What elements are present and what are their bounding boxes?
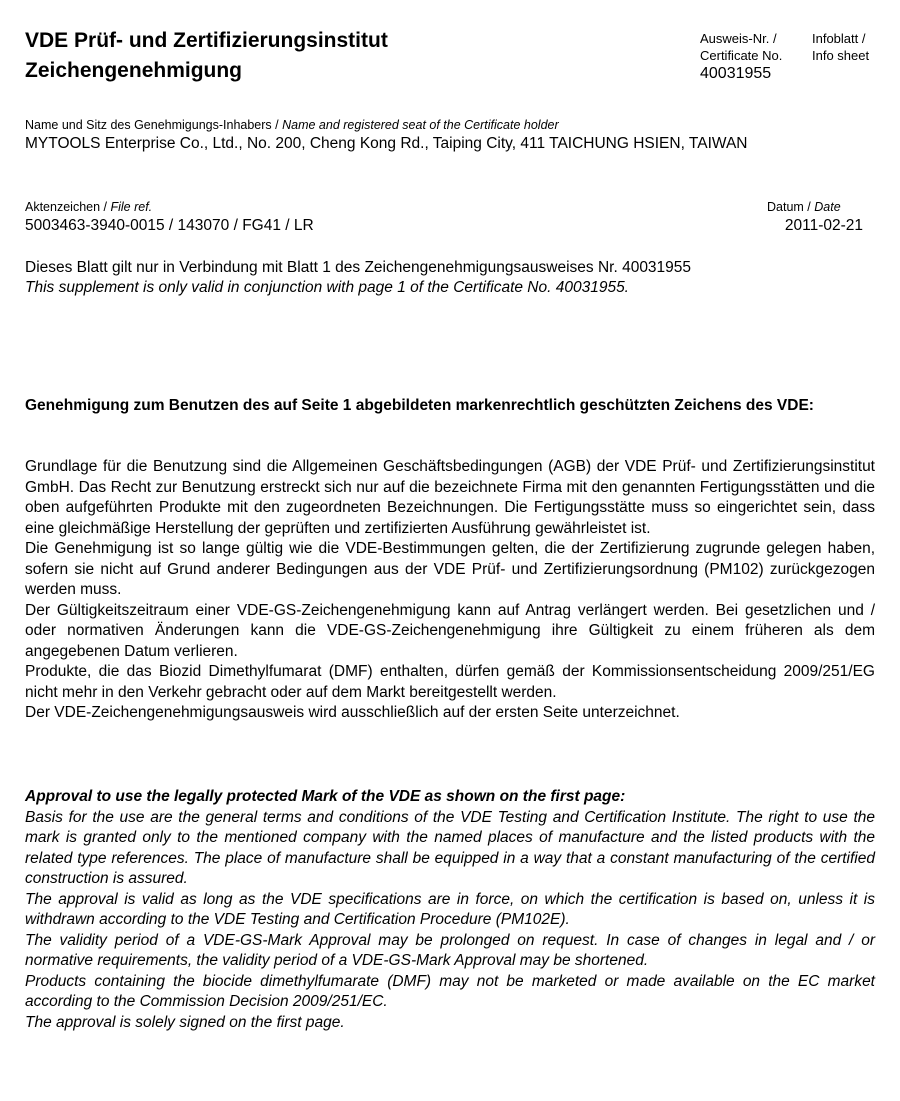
- body-en-paragraph: The validity period of a VDE-GS-Mark Approval may be prolonged on request. In case of changes in legal and / or normative requirements, the validity period of a VDE-GS-Mark Approval may be shortened.: [25, 931, 875, 969]
- supplement-de: Dieses Blatt gilt nur in Verbindung mit Blatt 1 des Zeichengenehmigungsausweises Nr. 40031955: [25, 259, 692, 276]
- body-german: [25, 457, 875, 724]
- body-en-heading: Approval to use the legally protected Mark of the VDE as shown on the first page:: [25, 788, 626, 805]
- supplement-note: [25, 258, 875, 298]
- body-english: [25, 787, 875, 1033]
- body-de-paragraph: Die Genehmigung ist so lange gültig wie die VDE-Bestimmungen gelten, die der Zertifizierung zugrunde gelegen haben, sofern sie nicht auf Grund anderer Bedingungen aus der VDE Prüf- und Zertifizierungsordnung (PM102) zurückgezogen werden muss.: [25, 540, 875, 598]
- certificate-label-en: Certificate No.: [700, 48, 783, 63]
- date-label: [767, 199, 841, 215]
- body-de-paragraph: Der VDE-Zeichengenehmigungsausweis wird ausschließlich auf der ersten Seite unterzeichnet.: [25, 704, 680, 721]
- file-ref-label: [25, 199, 152, 215]
- infoblatt-label: [812, 30, 869, 64]
- file-ref-label-de: Aktenzeichen /: [25, 200, 107, 214]
- body-en-paragraph: Products containing the biocide dimethylfumarate (DMF) may not be marketed or made available on the EC market according to the Commission Decision 2009/251/EC.: [25, 972, 875, 1010]
- certificate-number: 40031955: [700, 65, 772, 82]
- holder-label-en: Name and registered seat of the Certificate holder: [282, 118, 559, 132]
- document-title: [25, 26, 585, 86]
- title-line-2: Zeichengenehmigung: [25, 59, 243, 82]
- file-ref-value: 5003463-3940-0015 / 143070 / FG41 / LR: [25, 217, 314, 234]
- holder-value: MYTOOLS Enterprise Co., Ltd., No. 200, Cheng Kong Rd., Taiping City, 411 TAICHUNG HSIEN, TAIWAN: [25, 135, 748, 152]
- body-de-paragraph: Produkte, die das Biozid Dimethylfumarat (DMF) enthalten, dürfen gemäß der Kommissionsentscheidung 2009/251/EG nicht mehr in den Verkehr gebracht oder auf dem Markt bereitgestellt werden.: [25, 663, 875, 701]
- body-de-paragraph: Grundlage für die Benutzung sind die Allgemeinen Geschäftsbedingungen (AGB) der VDE Prüf- und Zertifizierungsinstitut GmbH. Das Recht zur Benutzung erstreckt sich nur auf die bezeichnete Firma mit den genannten Fertigungsstätten und die oben aufgeführten Produkte mit den zugeordneten Bezeichnungen. Die Fertigungsstätte muss so eingerichtet sein, dass eine gleichmäßige Herstellung der geprüften und zertifizierten Ausführung gewährleistet ist.: [25, 458, 875, 537]
- date-label-en: Date: [814, 200, 841, 214]
- infoblatt-label-en: Info sheet: [812, 48, 870, 63]
- certificate-label-de: Ausweis-Nr. /: [700, 31, 777, 46]
- body-de-paragraph: Der Gültigkeitszeitraum einer VDE-GS-Zeichengenehmigung kann auf Antrag verlängert werden. Bei gesetzlichen und / oder normativen Änderungen kann die VDE-GS-Zeichengenehmigung ihre Gültigkeit zu einem früheren als dem angegebenen Datum verlieren.: [25, 601, 875, 660]
- supplement-en: This supplement is only valid in conjunction with page 1 of the Certificate No. 40031955.: [25, 279, 629, 296]
- title-line-1: VDE Prüf- und Zertifizierungsinstitut: [25, 29, 388, 52]
- certificate-label: [700, 30, 782, 64]
- body-en-paragraph: Basis for the use are the general terms and conditions of the VDE Testing and Certification Institute. The right to use the mark is granted only to the mentioned company with the named places of manufacture and the listed products with the related type references. The place of manufacture shall be equipped in a way that a constant manufacturing of the certified construction is assured.: [25, 808, 875, 887]
- file-ref-label-en: File ref.: [110, 200, 153, 214]
- body-en-paragraph: The approval is solely signed on the first page.: [25, 1013, 345, 1031]
- infoblatt-label-de: Infoblatt /: [812, 31, 866, 46]
- section-heading: Genehmigung zum Benutzen des auf Seite 1 abgebildeten markenrechtlich geschützten Zeichens des VDE:: [25, 397, 814, 414]
- date-label-de: Datum /: [767, 200, 811, 214]
- holder-label-de: Name und Sitz des Genehmigungs-Inhabers /: [25, 118, 279, 132]
- holder-label: [25, 117, 559, 133]
- date-value: 2011-02-21: [784, 217, 863, 234]
- body-en-paragraph: The approval is valid as long as the VDE specifications are in force, on which the certification is based on, unless it is withdrawn according to the VDE Testing and Certification Procedure (PM102E).: [25, 890, 875, 928]
